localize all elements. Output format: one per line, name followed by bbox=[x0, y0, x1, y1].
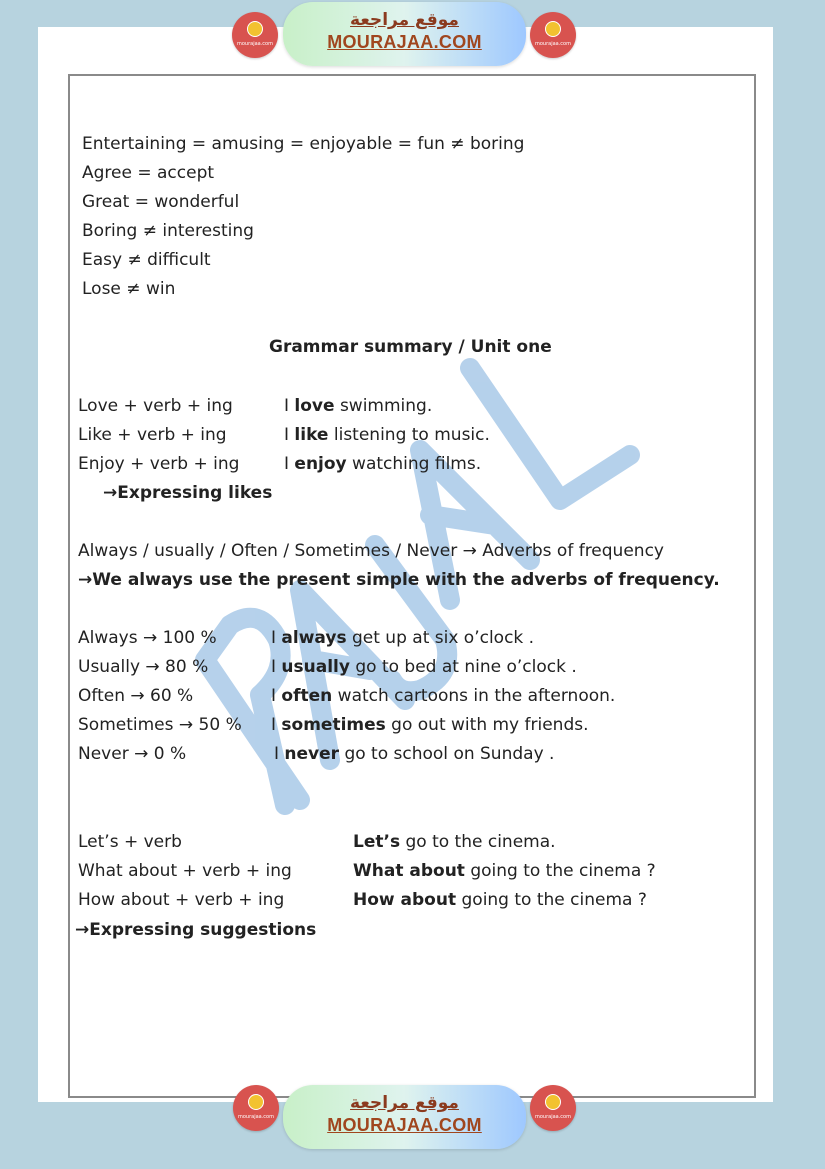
adverb-label: Sometimes → 50 % bbox=[78, 715, 242, 735]
adverb-label: Often → 60 % bbox=[78, 686, 194, 706]
adverb-example: I always get up at six o’clock . bbox=[271, 628, 535, 648]
suggestion-rule: What about + verb + ing bbox=[78, 861, 292, 881]
vocab-line: Lose ≠ win bbox=[82, 279, 176, 299]
likes-rule: Enjoy + verb + ing bbox=[78, 454, 240, 474]
vocab-line: Entertaining = amusing = enjoyable = fun ≠ boring bbox=[82, 134, 525, 154]
logo-caption: mourajaa.com bbox=[236, 41, 273, 47]
footer-arabic-title: موقع مراجعة bbox=[350, 1093, 459, 1113]
grammar-title: Grammar summary / Unit one bbox=[269, 337, 552, 357]
likes-rule: Love + verb + ing bbox=[78, 396, 233, 416]
header-arabic-title: موقع مراجعة bbox=[350, 10, 459, 30]
logo-caption: mourajaa.com bbox=[534, 1114, 571, 1120]
adverb-label: Usually → 80 % bbox=[78, 657, 209, 677]
suggestion-example: Let’s go to the cinema. bbox=[353, 832, 556, 852]
adverb-example: I sometimes go out with my friends. bbox=[271, 715, 589, 735]
adverb-example: I never go to school on Sunday . bbox=[274, 744, 555, 764]
likes-example: I love swimming. bbox=[284, 396, 433, 416]
suggestion-example: What about going to the cinema ? bbox=[353, 861, 656, 881]
logo-badge-icon bbox=[545, 1094, 561, 1110]
vocab-line: Easy ≠ difficult bbox=[82, 250, 211, 270]
logo-caption: mourajaa.com bbox=[534, 41, 571, 47]
footer-site-link[interactable]: MOURAJAA.COM bbox=[327, 1115, 482, 1135]
likes-note: →Expressing likes bbox=[103, 483, 273, 503]
adverb-example: I often watch cartoons in the afternoon. bbox=[271, 686, 616, 706]
adverb-label: Never → 0 % bbox=[78, 744, 187, 764]
vocab-line: Agree = accept bbox=[82, 163, 215, 183]
suggestions-note: →Expressing suggestions bbox=[75, 920, 317, 940]
suggestion-rule: Let’s + verb bbox=[78, 832, 182, 852]
adverbs-rule: →We always use the present simple with the adverbs of frequency. bbox=[78, 570, 720, 590]
footer-banner[interactable] bbox=[283, 1085, 526, 1149]
logo-badge-icon bbox=[248, 1094, 264, 1110]
suggestion-rule: How about + verb + ing bbox=[78, 890, 285, 910]
suggestion-example: How about going to the cinema ? bbox=[353, 890, 647, 910]
logo-right-bottom[interactable] bbox=[530, 1085, 576, 1131]
logo-left-bottom[interactable] bbox=[233, 1085, 279, 1131]
adverbs-line: Always / usually / Often / Sometimes / Never → Adverbs of frequency bbox=[78, 541, 664, 561]
likes-rule: Like + verb + ing bbox=[78, 425, 227, 445]
header-site-link[interactable]: MOURAJAA.COM bbox=[327, 32, 482, 52]
adverb-label: Always → 100 % bbox=[78, 628, 217, 648]
vocab-line: Great = wonderful bbox=[82, 192, 240, 212]
vocab-line: Boring ≠ interesting bbox=[82, 221, 254, 241]
logo-caption: mourajaa.com bbox=[237, 1114, 274, 1120]
adverb-example: I usually go to bed at nine o’clock . bbox=[271, 657, 577, 677]
likes-example: I like listening to music. bbox=[284, 425, 490, 445]
likes-example: I enjoy watching films. bbox=[284, 454, 482, 474]
